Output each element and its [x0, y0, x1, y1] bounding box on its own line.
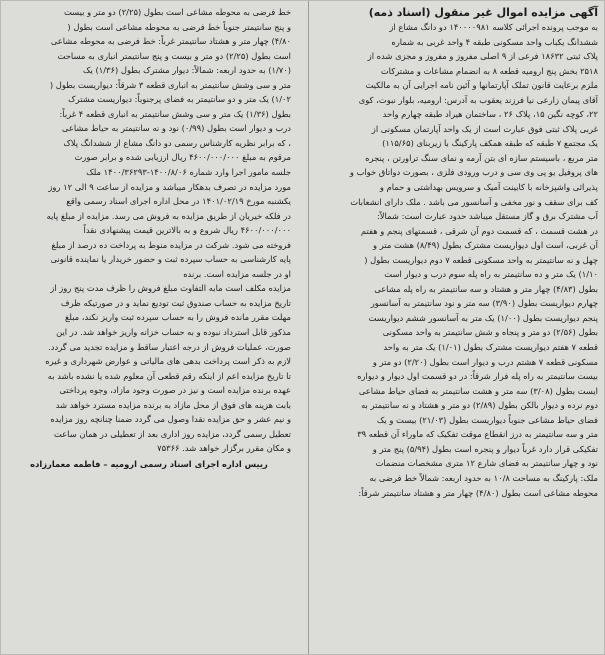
text-line: پلاک ثبتی ۱۸۶۳۲ فرعی از ۹ اصلی مفروز و مفروز و مجزی شده از [367, 51, 598, 62]
text-line: آن غربی، است اول دیواریست مشترک بطول (۸/۴۹) هشت متر و [373, 240, 598, 251]
text-line: تفکیکی قرار دارد غرباً دیوار و پنجره است بطول (۵/۹۴) پنج متر و [372, 443, 598, 454]
text-line: پنجم دیواریست بطول (۱/۰۰) یک متر به آسانسور ششم دیواریست [368, 312, 598, 323]
text-line: آب مشترک برق و گاز مستقل میباشد حدود عبارت است: شمالاً: [376, 211, 598, 222]
text-line: بطول (۲/۵۶) دو متر و پنجاه و شش سانتیمتر به واحد مسکونی [382, 327, 598, 338]
text-line: ۱/۱۰) یک متر و ده سانتیمتر به راه پله سوم درب و دیوار است [384, 269, 598, 280]
text-line: مرقوم به مبلغ ۴۶۰۰/۰۰۰/۰۰۰ ریال ارزیابی شده و برابر صورت [74, 152, 291, 163]
text-line: بطول (۴/۸۳) چهار متر و هشتاد و سه سانتیمتر به راه پله مشاعی [374, 283, 598, 294]
left-column-text [7, 5, 291, 456]
text-line: بابت هزینه های فوق از محل مازاد به برنده مزایده مسترد خواهد شد [55, 399, 291, 410]
text-line: چهارم دیواریست بطول (۳/۹۰) سه متر و نود سانتیمتر به آسانسور [370, 298, 598, 309]
text-line: و مکان مقرر برگزار خواهد شد. ۷۵۳۶۶ [157, 443, 291, 454]
text-line: بیست سانتیمتر به راه پله فرار شرقاً: در دو قسمت اول دیوار و دیواره [357, 371, 598, 382]
text-line: چهل و نه سانتیمتر به واحد مسکونی قطعه ۷ دوم دیواریست بطول ( [364, 254, 598, 265]
text-line: مورد مزایده در تصرف بدهکار میباشد و مزایده از ساعت ۹ الی ۱۲ روز [48, 181, 291, 192]
text-line: و نیم عشر و حق مزایده نقدا وصول می گردد ضمنا چنانچه روز مزایده [50, 414, 291, 425]
text-line: لازم به ذکر است پرداخت بدهی های مالیاتی و عوارض شهرداری و غیره [45, 356, 291, 367]
text-line: های پروفیل یو پی وی سی و درب ورودی فلزی ، بصورت دواتاق خواب و [349, 167, 598, 178]
text-line: ۴/۸۰) چهار متر و هشتاد سانتیمتر غرباً: خط فرضی به محوطه مشاعی [50, 36, 291, 47]
text-line: او در جلسه مزایده است. برنده [183, 268, 291, 279]
text-line: مهلت مقرر مانده فروش را به حساب سپرده ثبت واریز نکند، مبلغ [64, 312, 291, 323]
text-line: در هشت قسمت ، که قسمت دوم آن شرقی ، قسمتهای پنجم و هفتم [360, 225, 598, 236]
right-column-text [315, 20, 598, 500]
text-line: مزایده مکلف است مابه التفاوت مبلغ فروش را ظرف مدت پنج روز از [50, 283, 291, 294]
text-line: عهده برنده مزایده است و نیز در صورت وجود مازاد، وجوه پرداختی [59, 385, 291, 396]
text-line: تاریخ مزایده به حساب صندوق ثبت تودیع نماید و در صورتیکه ظرف [60, 297, 291, 308]
text-line: تا تاریخ مزایده اعم از اینکه رقم قطعی آن معلوم شده یا نشده باشد به [47, 370, 291, 381]
text-line: فروخته می شود. شرکت در مزایده منوط به پرداخت ده درصد از مبلغ [51, 239, 291, 250]
text-line: ملک: پارکینگ به مساحت ۱۰/۸ به حدود اربعه: شمالاً خط فرضی به [369, 472, 598, 483]
text-line: غربی پلاک ثبتی فوق عبارت است از یک واحد آپارتمان مسکونی از [371, 123, 598, 134]
text-line: ملزم برعایت قانون تملک آپارتمانها و آئین نامه اجرایی آن به مالکیت [365, 80, 598, 91]
text-line: در فلکه خیریان از طریق مزایده به فروش می رسد. مزایده از مبلغ پایه [46, 210, 291, 221]
text-line: یک مجتمع ۷ طبقه که طبقه همکف پارکینگ با زیربنای (۱۱۵/۶۵) [382, 138, 598, 149]
text-line: آقای پیمان زارعی نیا فرزند یعقوب به آدرس: ارومیه، بلوار نبوت، کوی [358, 94, 598, 105]
text-line: است بطول (۲/۲۵) دو متر و بیست و پنج سانتیمتر انباری به مساحت [57, 50, 291, 61]
text-line: پایه کارشناسی به حساب سپرده ثبت و حضور خریدار یا نماینده قانونی [50, 254, 291, 265]
text-line: فضای حیاط مشاعی جنوباً دیواریست بطول (۲۱/۰۳) بیست و یک [376, 414, 598, 425]
text-line: ، که برابر نظریه کارشناس رسمی دو دانگ مشاع از ششدانگ پلاک [63, 137, 291, 148]
text-line: جلسه مامور اجرا وارد شماره ۱۴۰۰/۸/۰۶-۱۴۰۰/۳۶۲۹۳ ملک [86, 167, 291, 178]
text-line: ۲۲، کوچه نگین ۱۵، پلاک ۲۶ ، ساختمان هیراد طبقه چهارم واحد [382, 109, 598, 120]
text-line: خط فرضی به محوطه مشاعی است بطول (۲/۲۵) دو متر و بیست [63, 7, 291, 17]
text-line: کف برای سقف و نور مخفی و آسانسور می باشد . ملک دارای انشعابات [350, 196, 598, 207]
text-line: درب و دیوار است بطول (۰/۹۹) نود و نه سانتیمتر به حیاط مشاعی [61, 123, 291, 134]
text-line: مسکونی قطعه ۷ هشتم درب و دیوار است بطول (۲/۲۰) دو متر و [372, 356, 598, 367]
text-line: دوم نرده و دیوار بالکن بطول (۲/۸۹) دو متر و هشتاد و نه سانتیمتر به [361, 400, 598, 411]
text-line: ۴۶۰۰/۰۰۰/۰۰۰ ریال شروع و به بالاترین قیمت پیشنهادی نقداً [83, 225, 291, 236]
text-line: ایست بطول (۳/۰۸) سه متر و هشت سانتیمتر به فضای حیاط مشاعی [358, 385, 598, 396]
text-line: ششدانگ یکباب واحد مسکونی طبقه ۴ واحد غربی به شماره [391, 36, 598, 47]
text-line: (۱/۷۰) به حدود اربعه: شمالاً: دیوار مشترک بطول (۱/۳۶) یک [83, 65, 291, 76]
text-line: پذیرائی واشپزخانه با کابینت آمیک و سرویس بهداشتی و حمام و [379, 182, 598, 193]
text-line: محوطه مشاعی است بطول (۴/۸۰) چهار متر و هشتاد سانتیمتر شرقاً: [358, 487, 598, 498]
left-column [1, 1, 297, 654]
text-line: یکشنبه مورخ ۱۴۰۱/۰۲/۱۹ در محل اداره اجرای اسناد رسمی واقع [66, 196, 291, 207]
text-line: تعطیل رسمی گردد، مزایده روز اداری بعد از تعطیلی در همان ساعت [53, 428, 291, 439]
text-line: و پنج سانتیمتر جنوباً خط فرضی به محوطه مشاعی است بطول ( [67, 21, 291, 32]
text-line: ۲۵۱۸ بخش پنج ارومیه قطعه ۸ به انضمام مشاعات و مشترکات [380, 65, 598, 76]
signature-line: رییس اداره اجرای اسناد رسمی ارومیه – فاطمه معمارزاده [30, 458, 268, 469]
right-column [308, 1, 604, 654]
text-line: متر مربع ، باسیستم سازه ای بتن آرمه و نمای سنگ تراورتن ، پنجره [365, 152, 598, 163]
text-line: ۱/۰۲) یک متر و دو سانتیمتر به فضای پرجنوباً: دیواریست مشترک [68, 94, 291, 105]
text-line: نود و چهار سانتیمتر به فضای شارع ۱۲ متری مشخصات منضمات [375, 458, 598, 469]
text-line: به موجب پرونده اجرائی کلاسه ۱۴۰۰۰۰۹۸۱ دو دانگ مشاع از [389, 22, 598, 32]
text-line: متر و سه سانتیمتر به درز انقطاع موقت تفکیک که ماوراء آن قطعه ۳۹ [357, 429, 598, 440]
text-line: صورت، عملیات فروش از درجه اعتبار ساقط و مزایده تجدید می گردد. [48, 341, 291, 352]
text-line: قطعه ۷ هفتم دیواریست مشترک بطول (۱/۰۱) یک متر به واحد [383, 342, 598, 353]
text-line: متر و سی وشش سانتیمتر به انباری قطعه ۳ شرقاً: دیواریست بطول ( [49, 79, 291, 90]
notice-title: آگهی مزایده اموال غیر منقول (اسناد ذمه) [368, 6, 598, 19]
text-line: بطول (۱/۳۶) یک متر و سی وشش سانتیمتر به انباری قطعه ۴ غرباً: [59, 108, 291, 119]
text-line: مذکور قابل استرداد نبوده و به حساب خزانه واریز خواهد شد. در این [56, 327, 291, 338]
